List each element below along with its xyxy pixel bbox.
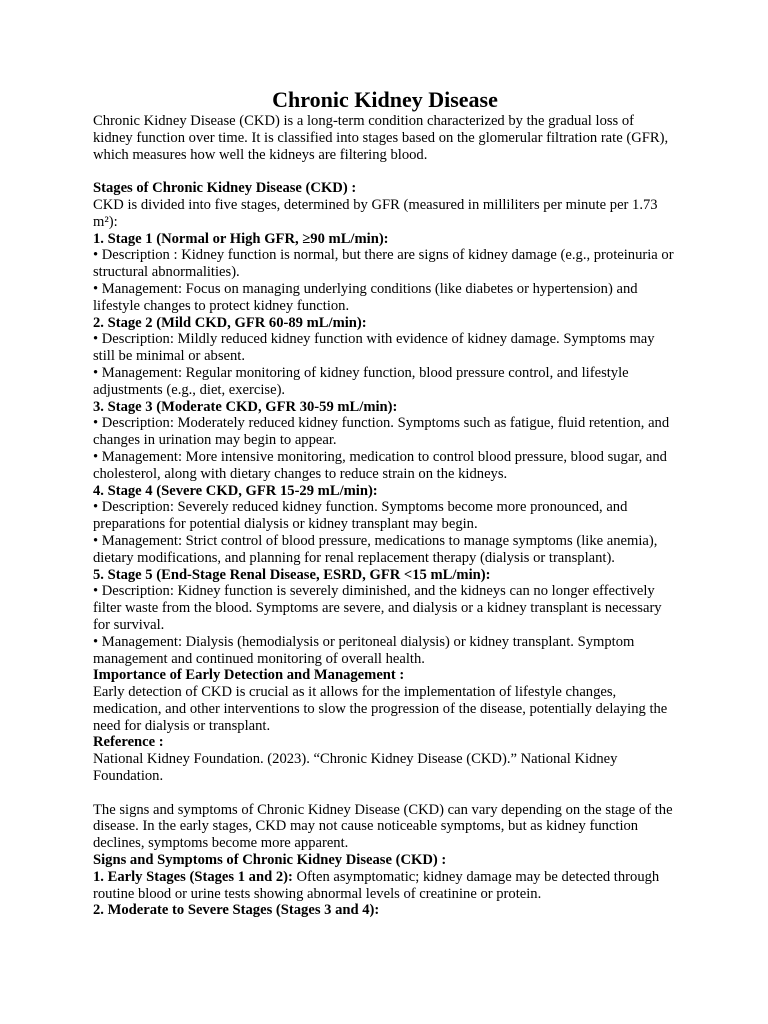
importance-paragraph: Early detection of CKD is crucial as it allows for the implementation of lifestyle changes, medication, and other interventions to slow the progression of the disease, potentially delaying the need for dialysis or transplant. — [93, 684, 668, 734]
stage-2-management: • Management: Regular monitoring of kidney function, blood pressure control, and lifestyle adjustments (e.g., diet, exercise). — [93, 364, 629, 398]
stage-3-heading: 3. Stage 3 (Moderate CKD, GFR 30-59 mL/min): — [93, 398, 398, 415]
spacer — [93, 163, 677, 180]
spacer — [93, 785, 677, 802]
stages-heading: Stages of Chronic Kidney Disease (CKD) : — [93, 180, 357, 197]
reference-heading: Reference : — [93, 734, 164, 751]
early-stages-text: Often asymptomatic; kidney damage may be detected through routine blood or urine tests showing abnormal levels of creatinine or protein. — [93, 868, 660, 902]
signs-heading: Signs and Symptoms of Chronic Kidney Disease (CKD) : — [93, 852, 447, 869]
stage-4-management: • Management: Strict control of blood pressure, medications to manage symptoms (like anemia), dietary modifications, and planning for renal replacement therapy (dialysis or transplant). — [93, 532, 658, 566]
moderate-stages-label: 2. Moderate to Severe Stages (Stages 3 and 4): — [93, 902, 380, 919]
early-stages-item — [93, 869, 677, 903]
signs-intro-paragraph: The signs and symptoms of Chronic Kidney Disease (CKD) can vary depending on the stage of the disease. In the early stages, CKD may not cause noticeable symptoms, but as kidney function declines, symptoms become more apparent. — [93, 801, 673, 852]
stage-5-management: • Management: Dialysis (hemodialysis or peritoneal dialysis) or kidney transplant. Symptom management and continued monitoring of overall health. — [93, 633, 635, 667]
stage-1-management: • Management: Focus on managing underlying conditions (like diabetes or hypertension) and lifestyle changes to protect kidney function. — [93, 280, 638, 314]
early-stages-label: 1. Early Stages (Stages 1 and 2): — [93, 868, 293, 885]
reference-citation: National Kidney Foundation. (2023). “Chronic Kidney Disease (CKD).” National Kidney Foundation. — [93, 751, 618, 785]
stage-4-description: • Description: Severely reduced kidney function. Symptoms become more pronounced, and preparations for potential dialysis or kidney transplant may begin. — [93, 499, 628, 533]
stage-3-description: • Description: Moderately reduced kidney function. Symptoms such as fatigue, fluid retention, and changes in urination may begin to appear. — [93, 415, 670, 449]
stage-1-heading: 1. Stage 1 (Normal or High GFR, ≥90 mL/min): — [93, 230, 389, 247]
stage-5-heading: 5. Stage 5 (End-Stage Renal Disease, ESRD, GFR <15 mL/min): — [93, 566, 491, 583]
stage-3-management: • Management: More intensive monitoring, medication to control blood pressure, blood sugar, and cholesterol, along with dietary changes to reduce strain on the kidneys. — [93, 448, 667, 482]
document-title: Chronic Kidney Disease — [272, 87, 498, 112]
stage-1-description: • Description : Kidney function is normal, but there are signs of kidney damage (e.g., proteinuria or structural abnormalities). — [93, 247, 674, 281]
stages-intro: CKD is divided into five stages, determined by GFR (measured in milliliters per minute per 1.73 m²): — [93, 196, 658, 230]
importance-heading: Importance of Early Detection and Management : — [93, 667, 405, 684]
document-page — [93, 87, 677, 919]
stage-5-description: • Description: Kidney function is severely diminished, and the kidneys can no longer effectively filter waste from the blood. Symptoms are severe, and dialysis or a kidney transplant is necessary for survival. — [93, 583, 662, 633]
intro-paragraph: Chronic Kidney Disease (CKD) is a long-term condition characterized by the gradual loss of kidney function over time. It is classified into stages based on the glomerular filtration rate (GFR), which measures how well the kidneys are filtering blood. — [93, 113, 669, 163]
stage-2-heading: 2. Stage 2 (Mild CKD, GFR 60-89 mL/min): — [93, 314, 367, 331]
stage-4-heading: 4. Stage 4 (Severe CKD, GFR 15-29 mL/min): — [93, 482, 378, 499]
stage-2-description: • Description: Mildly reduced kidney function with evidence of kidney damage. Symptoms may still be minimal or absent. — [93, 331, 655, 365]
